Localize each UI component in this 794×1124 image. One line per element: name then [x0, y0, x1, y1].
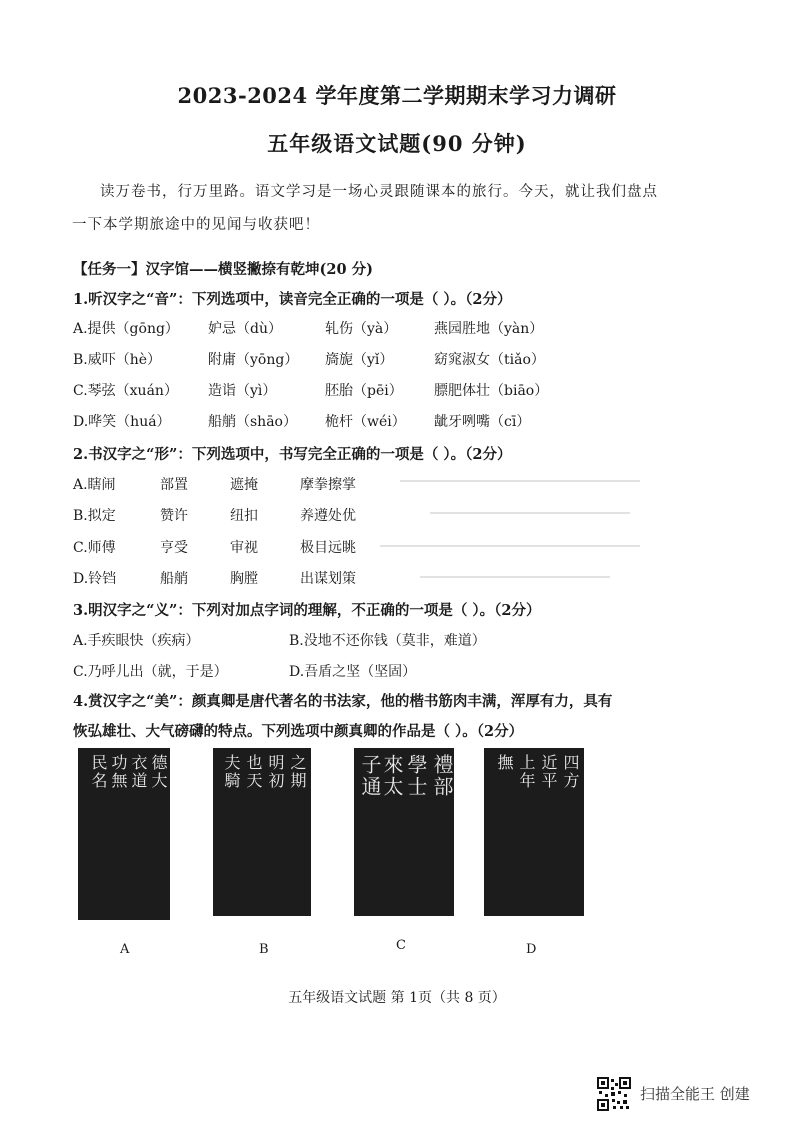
calligraphy-image-d — [484, 748, 584, 916]
qr-code-icon — [597, 1077, 631, 1111]
intro-line-2: 一下本学期旅途中的见闻与收获吧！ — [72, 217, 320, 233]
option-cell: 摩拳擦掌 — [300, 477, 356, 493]
option-cell: B.拟定 — [73, 508, 116, 524]
calligraphy-column: 禮部 — [430, 754, 454, 798]
option-cell: C.琴弦（xuán） — [73, 383, 178, 399]
calligraphy-column: 上年 — [517, 754, 536, 790]
calligraphy-column: 德大 — [149, 754, 168, 790]
option-cell: A.手疾眼快（疾病） — [73, 633, 200, 649]
image-label-d: D — [526, 942, 537, 957]
option-cell: 旖旎（yǐ） — [325, 352, 394, 368]
calligraphy-column: 來太 — [380, 754, 404, 798]
option-cell: 燕园胜地（yàn） — [434, 321, 544, 337]
option-cell: 胚胎（pēi） — [325, 383, 403, 399]
intro-line-1: 读万卷书，行万里路。语文学习是一场心灵跟随课本的旅行。今天，就让我们盘点 — [100, 184, 658, 200]
calligraphy-image-a — [78, 748, 170, 920]
calligraphy-column: 明初 — [266, 754, 285, 790]
intro-paragraph — [72, 176, 732, 242]
option-cell: 养遵处优 — [300, 508, 356, 524]
calligraphy-column: 民名 — [89, 754, 108, 790]
option-cell: B.没地不还你钱（莫非，难道） — [289, 633, 486, 649]
option-cell: A.提供（gōng） — [73, 321, 179, 337]
scanner-watermark: 扫描全能王 创建 — [640, 1085, 750, 1103]
option-cell: A.瞎闹 — [73, 477, 116, 493]
option-cell: D.铃铛 — [73, 571, 117, 587]
option-cell: 亨受 — [160, 540, 188, 556]
scan-bleed-mark — [430, 512, 630, 514]
calligraphy-column: 學士 — [404, 754, 428, 798]
option-cell: 船艄 — [160, 571, 188, 587]
option-cell: B.威吓（hè） — [73, 352, 162, 368]
option-cell: 桅杆（wéi） — [325, 414, 406, 430]
exam-title: 2023-2024 学年度第二学期期末学习力调研 — [177, 83, 617, 108]
option-cell: 窈窕淑女（tiǎo） — [434, 352, 545, 368]
option-cell: D.吾盾之坚（坚固） — [289, 664, 417, 680]
scan-bleed-mark — [420, 576, 610, 578]
option-cell: 部置 — [160, 477, 188, 493]
option-cell: D.哗笑（huá） — [73, 414, 171, 430]
page-footer: 五年级语文试题 第 1页（共 8 页） — [288, 990, 506, 1006]
option-cell: 遮掩 — [230, 477, 258, 493]
scan-bleed-mark — [400, 480, 640, 482]
option-cell: 膘肥体壮（biāo） — [434, 383, 549, 399]
option-cell: 妒忌（dù） — [208, 321, 282, 337]
calligraphy-image-c — [354, 748, 454, 916]
question-1-stem: 1.听汉字之“音”：下列选项中，读音完全正确的一项是（ ）。（2分） — [73, 291, 512, 308]
calligraphy-column: 撫 — [495, 754, 514, 772]
option-cell: 造诣（yì） — [208, 383, 277, 399]
calligraphy-options — [0, 748, 794, 978]
question-4-stem-line-2: 恢弘雄壮、大气磅礴的特点。下列选项中颜真卿的作品是（ ）。（2分） — [73, 723, 524, 740]
calligraphy-image-b — [213, 748, 311, 916]
calligraphy-column: 子通 — [358, 754, 382, 798]
option-cell: C.师傅 — [73, 540, 116, 556]
calligraphy-column: 功無 — [109, 754, 128, 790]
option-cell: 出谋划策 — [300, 571, 356, 587]
calligraphy-column: 之期 — [288, 754, 307, 790]
option-cell: 胸膛 — [230, 571, 258, 587]
calligraphy-column: 衣道 — [129, 754, 148, 790]
scan-bleed-mark — [380, 545, 640, 547]
question-3-stem: 3.明汉字之“义”：下列对加点字词的理解，不正确的一项是（ ）。（2分） — [73, 602, 541, 619]
calligraphy-column: 夫騎 — [222, 754, 241, 790]
question-2-stem: 2.书汉字之“形”：下列选项中，书写完全正确的一项是（ ）。（2分） — [73, 446, 512, 463]
question-4-stem-line-1: 4.赏汉字之“美”：颜真卿是唐代著名的书法家，他的楷书筋肉丰满，浑厚有力，具有 — [73, 693, 613, 710]
image-label-b: B — [259, 942, 269, 957]
option-cell: 船艄（shāo） — [208, 414, 297, 430]
exam-subtitle: 五年级语文试题(90 分钟) — [267, 131, 527, 156]
option-cell: 轧伤（yà） — [325, 321, 398, 337]
option-cell: 龇牙咧嘴（cī） — [434, 414, 531, 430]
option-cell: C.乃呼儿出（就，于是） — [73, 664, 228, 680]
task-1-heading: 【任务一】汉字馆——横竖撇捺有乾坤(20 分) — [73, 261, 373, 278]
option-cell: 附庸（yōng） — [208, 352, 299, 368]
image-label-c: C — [396, 938, 406, 953]
calligraphy-column: 近平 — [539, 754, 558, 790]
calligraphy-column: 也天 — [244, 754, 263, 790]
option-cell: 审视 — [230, 540, 258, 556]
image-label-a: A — [120, 942, 130, 957]
option-cell: 纽扣 — [230, 508, 258, 524]
option-cell: 赞许 — [160, 508, 188, 524]
calligraphy-column: 四方 — [561, 754, 580, 790]
option-cell: 极目远眺 — [300, 540, 356, 556]
